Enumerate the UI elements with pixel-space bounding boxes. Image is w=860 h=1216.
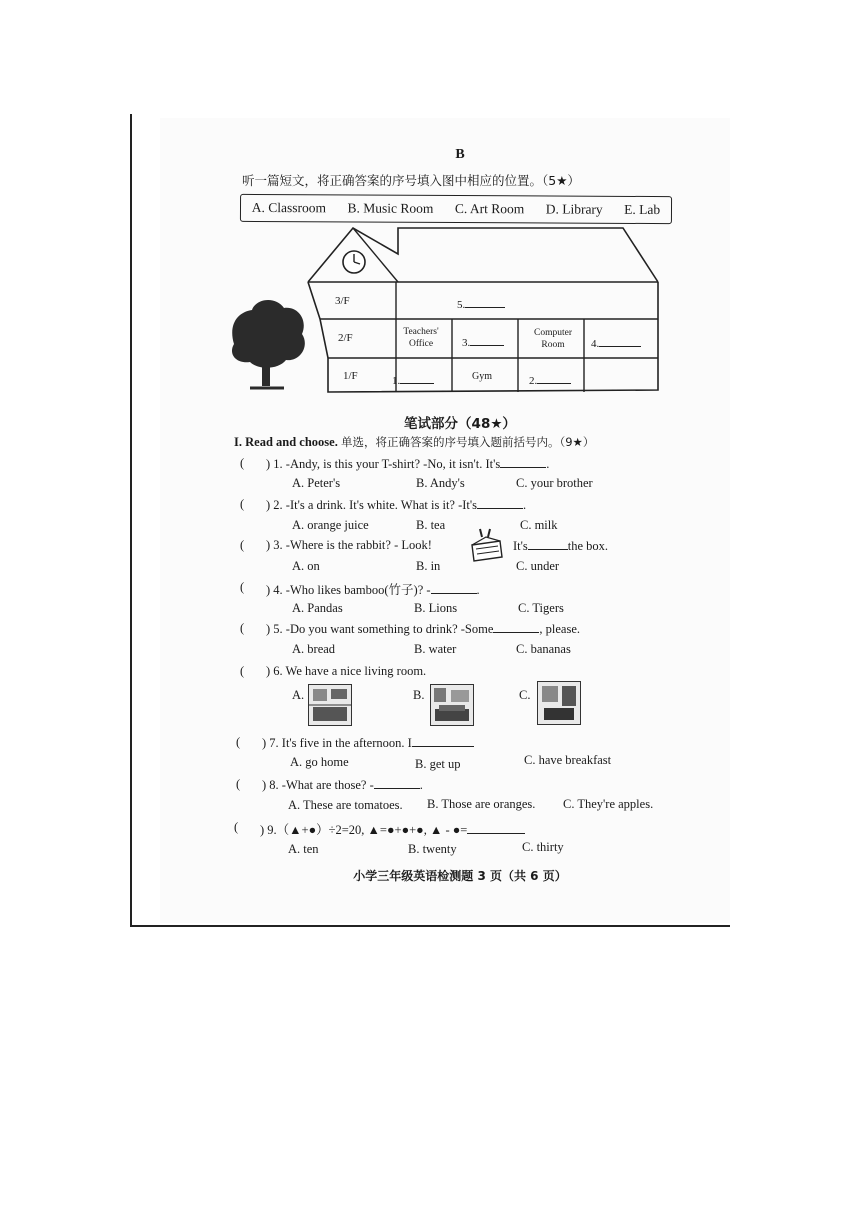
answer-paren: ( — [240, 664, 245, 678]
q8-option-a: A. These are tomatoes. — [288, 798, 403, 812]
q2-option-a: A. orange juice — [292, 518, 369, 532]
floor-label-3f: 3/F — [335, 295, 350, 307]
floor-label-2f: 2/F — [338, 332, 353, 344]
teachers-office-label: Teachers' Office — [403, 327, 439, 349]
q6-option-b: B. — [413, 688, 425, 702]
q8-option-b: B. Those are oranges. — [427, 797, 536, 811]
school-building-diagram — [228, 224, 668, 400]
q7-option-b: B. get up — [415, 757, 461, 771]
question-9: ) 9.（▲+●）÷2=20, ▲=●+●+●, ▲ - ●= — [260, 820, 525, 838]
q6-option-c: C. — [519, 688, 531, 702]
answer-paren: ( — [240, 621, 245, 635]
room-option: A. Classroom — [251, 199, 327, 216]
living-room-picture — [430, 684, 474, 726]
clock-icon — [343, 251, 365, 273]
answer-paren: ( — [240, 580, 245, 594]
q7-option-c: C. have breakfast — [524, 753, 612, 767]
question-8: ) 8. -What are those? - . — [262, 778, 423, 792]
answer-paren: ( — [240, 497, 245, 511]
q5-option-b: B. water — [414, 642, 457, 656]
q8-option-c: C. They're apples. — [563, 797, 654, 811]
gym-label: Gym — [472, 371, 492, 382]
question-2: ) 2. -It's a drink. It's white. What is it? -It's . — [266, 498, 527, 512]
scan-edge-bottom — [130, 925, 730, 927]
q1-option-a: A. Peter's — [292, 476, 341, 490]
q5-option-a: A. bread — [292, 642, 336, 656]
part1-heading — [234, 434, 594, 450]
room-option: D. Library — [545, 201, 603, 217]
section-b-instruction: 听一篇短文，将正确答案的序号填入图中相应的位置。（5★） — [242, 173, 580, 188]
q5-option-c: C. bananas — [516, 642, 571, 656]
answer-paren: ( — [236, 735, 241, 749]
q6-option-a: A. — [292, 688, 305, 702]
q4-option-b: B. Lions — [414, 601, 458, 615]
room-option: E. Lab — [624, 201, 661, 218]
q1-option-b: B. Andy's — [416, 476, 465, 490]
question-6: ) 6. We have a nice living room. — [266, 664, 427, 678]
floor-label-1f: 1/F — [343, 370, 358, 382]
question-4: ) 4. -Who likes bamboo(竹子)? - . — [266, 583, 480, 597]
q9-option-c: C. thirty — [522, 840, 564, 854]
blank-1: 1. — [392, 372, 434, 387]
answer-paren: ( — [240, 456, 245, 470]
bedroom-picture — [537, 681, 581, 725]
q4-option-a: A. Pandas — [292, 601, 343, 615]
question-5: ) 5. -Do you want something to drink? -Some , please. — [266, 622, 581, 636]
room-options-box — [240, 194, 672, 224]
q9-option-a: A. ten — [288, 842, 319, 856]
blank-4: 4. — [591, 335, 641, 350]
q2-option-b: B. tea — [416, 518, 446, 532]
q1-option-c: C. your brother — [516, 476, 593, 490]
part1-title: I. Read and choose. — [234, 435, 338, 449]
section-b-heading: B — [455, 147, 465, 162]
q3-option-c: C. under — [516, 559, 560, 573]
room-option: B. Music Room — [347, 200, 434, 216]
q4-option-c: C. Tigers — [518, 601, 564, 615]
part1-instruction: 单选，将正确答案的序号填入题前括号内。（9★） — [340, 435, 595, 449]
blank-3: 3. — [462, 334, 504, 349]
scan-edge-left — [130, 114, 132, 926]
question-3-end: It's the box. — [513, 539, 609, 553]
room-option: C. Art Room — [454, 200, 525, 217]
computer-room-label: Computer Room — [534, 328, 572, 350]
answer-paren: ( — [240, 538, 245, 552]
box-with-rabbit-icon — [466, 527, 506, 567]
q7-option-a: A. go home — [290, 755, 349, 769]
question-7: ) 7. It's five in the afternoon. I — [262, 735, 474, 751]
written-part-title: 笔试部分（48★） — [404, 416, 516, 432]
question-1: ) 1. -Andy, is this your T-shirt? -No, it isn't. It's . — [266, 457, 550, 471]
tree-icon — [232, 300, 305, 388]
answer-paren: ( — [234, 820, 239, 834]
blank-2: 2. — [529, 372, 571, 387]
q3-option-b: B. in — [416, 559, 441, 573]
q3-option-a: A. on — [292, 559, 320, 573]
question-3: ) 3. -Where is the rabbit? - Look! — [266, 538, 432, 552]
q2-option-c: C. milk — [520, 518, 558, 532]
blank-5: 5. — [457, 296, 505, 311]
kitchen-picture — [308, 684, 352, 726]
q9-option-b: B. twenty — [408, 842, 457, 856]
page-footer: 小学三年级英语检测题 3 页（共 6 页） — [353, 869, 567, 883]
answer-paren: ( — [236, 777, 241, 791]
